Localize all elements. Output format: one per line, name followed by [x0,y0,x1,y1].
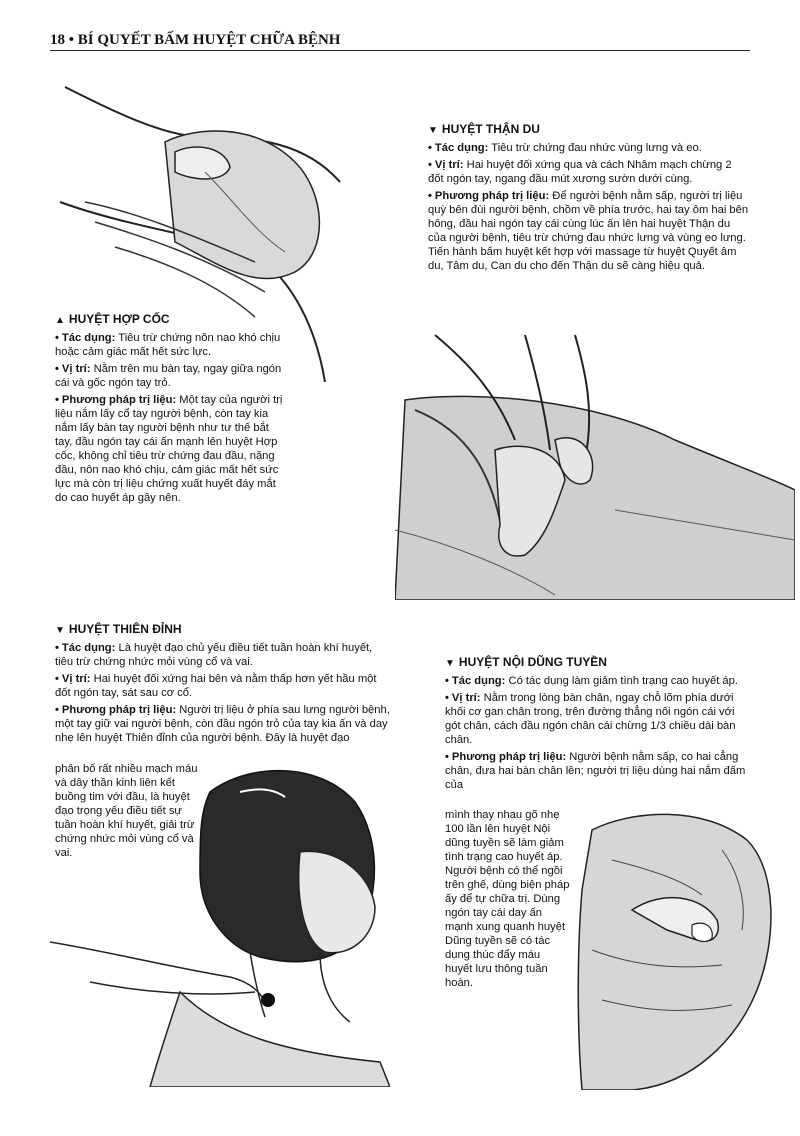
section-dung-tuyen [445,655,750,795]
location-paragraph: • Vị trí: Hai huyệt đối xứng hai bên và nằm thấp hơn yết hầu một đốt ngón tay, sát sau cơ cổ. [55,673,377,699]
book-title: BÍ QUYẾT BẤM HUYỆT CHỮA BỆNH [77,32,341,48]
section-title: ▼ HUYỆT THẬN DU [428,122,540,136]
effect-paragraph: • Tác dụng: Tiêu trừ chứng nôn nao khó chịu hoặc cảm giác mất hết sức lực. [55,332,281,358]
section-title: ▲ HUYỆT HỢP CỐC [55,312,170,326]
section-title: ▼ HUYỆT THIÊN ĐỈNH [55,622,182,636]
location-paragraph: • Vị trí: Nằm trên mu bàn tay, ngay giữa ngón cái và gốc ngón tay trỏ. [55,363,282,389]
page-number: 18 [50,32,65,48]
triangle-down-icon: ▼ [445,658,455,669]
section-dung-tuyen-continued [445,808,570,993]
section-thien-dinh [55,622,390,748]
header-rule [50,50,750,51]
method-paragraph-continued: phân bố rất nhiều mạch máu và dây thần kinh liên kết buồng tim với đầu, là huyệt đạo trọng yếu điều tiết sự tuần hoàn khí huyết, giải trừ chứng nhức mỏi vùng cổ và vai. [55,763,198,859]
section-hop-coc [55,312,283,508]
illustration-foot-press [572,800,782,1090]
location-paragraph: • Vị trí: Nằm trong lòng bàn chân, ngay chỗ lõm phía dưới khối cơ gan chân trong, trên đường thẳng nối ngón cái với gót chân, cách đầu ngón chân cái chừng 1/3 chiều dài bàn chân. [445,692,736,746]
effect-paragraph: • Tác dụng: Có tác dụng làm giảm tình trạng cao huyết áp. [445,675,738,687]
illustration-neck-press [50,752,390,1087]
header-separator: • [68,32,75,48]
section-title: ▼ HUYỆT NỘI DŨNG TUYỀN [445,655,607,669]
section-than-du [428,122,750,276]
header-text [50,32,340,49]
triangle-down-icon: ▼ [428,125,438,136]
method-paragraph: • Phương pháp trị liệu: Một tay của người trị liệu nắm lấy cổ tay người bệnh, còn tay kia nắm lấy bàn tay người bệnh như tư thế bắt tay, đầu ngón tay cái ấn mạnh lên huyệt Hợp cốc, không chỉ tiêu trừ chứng đau đầu, nặng đầu, nôn nao khó chịu, cảm giác mất hết sức lực mà còn trị liệu chứng xuất huyết đáy mắt do cao huyết áp gây nên. [55,394,283,504]
method-paragraph: • Phương pháp trị liệu: Người bệnh nằm sấp, co hai cẳng chân, đưa hai bàn chân lên; người trị liệu dùng hai nắm đấm của [445,751,746,791]
triangle-down-icon: ▼ [55,625,65,636]
page-header [50,30,750,50]
location-paragraph: • Vị trí: Hai huyệt đối xứng qua và cách Nhâm mạch chừng 2 đốt ngón tay, ngang đầu mút xương sườn dưới cùng. [428,159,732,185]
method-paragraph: • Phương pháp trị liệu: Người trị liệu ở phía sau lưng người bệnh, một tay giữ vai người bệnh, còn đầu ngón trỏ của tay kia ấn và day nhẹ lên huyệt Thiên đỉnh của người bệnh. Đây là huyệt đạo [55,704,390,744]
triangle-up-icon: ▲ [55,315,65,326]
effect-paragraph: • Tác dụng: Tiêu trừ chứng đau nhức vùng lưng và eo. [428,142,702,154]
method-paragraph: • Phương pháp trị liệu: Để người bệnh nằm sấp, người trị liệu quỳ bên đùi người bệnh, chồm về phía trước, hai tay ôm hai bên hông, đầu hai ngón tay cái cùng lúc ấn lên hai huyệt Thận du của người bệnh, tiêu trừ chứng đau nhức lưng và vùng eo lưng. Tiến hành bấm huyệt kết hợp với massage từ huyệt Quyết âm du, Tâm du, Can du cho đến Thận du sẽ càng hiệu quả. [428,190,749,272]
effect-paragraph: • Tác dụng: Là huyệt đạo chủ yếu điều tiết tuần hoàn khí huyết, tiêu trừ chứng nhức mỏi vùng cổ và vai. [55,642,373,668]
method-paragraph-continued: mình thay nhau gõ nhẹ 100 lần lên huyệt Nội dũng tuyền sẽ làm giảm tình trạng cao huyết áp. Người bệnh có thể ngồi trên ghế, dùng biện pháp ấy để tự chữa trị. Dùng ngón tay cái day ấn mạnh xung quanh huyệt Dũng tuyền sẽ có tác dụng thúc đẩy máu huyết lưu thông tuần hoàn. [445,809,570,989]
illustration-back-massage [395,330,795,600]
